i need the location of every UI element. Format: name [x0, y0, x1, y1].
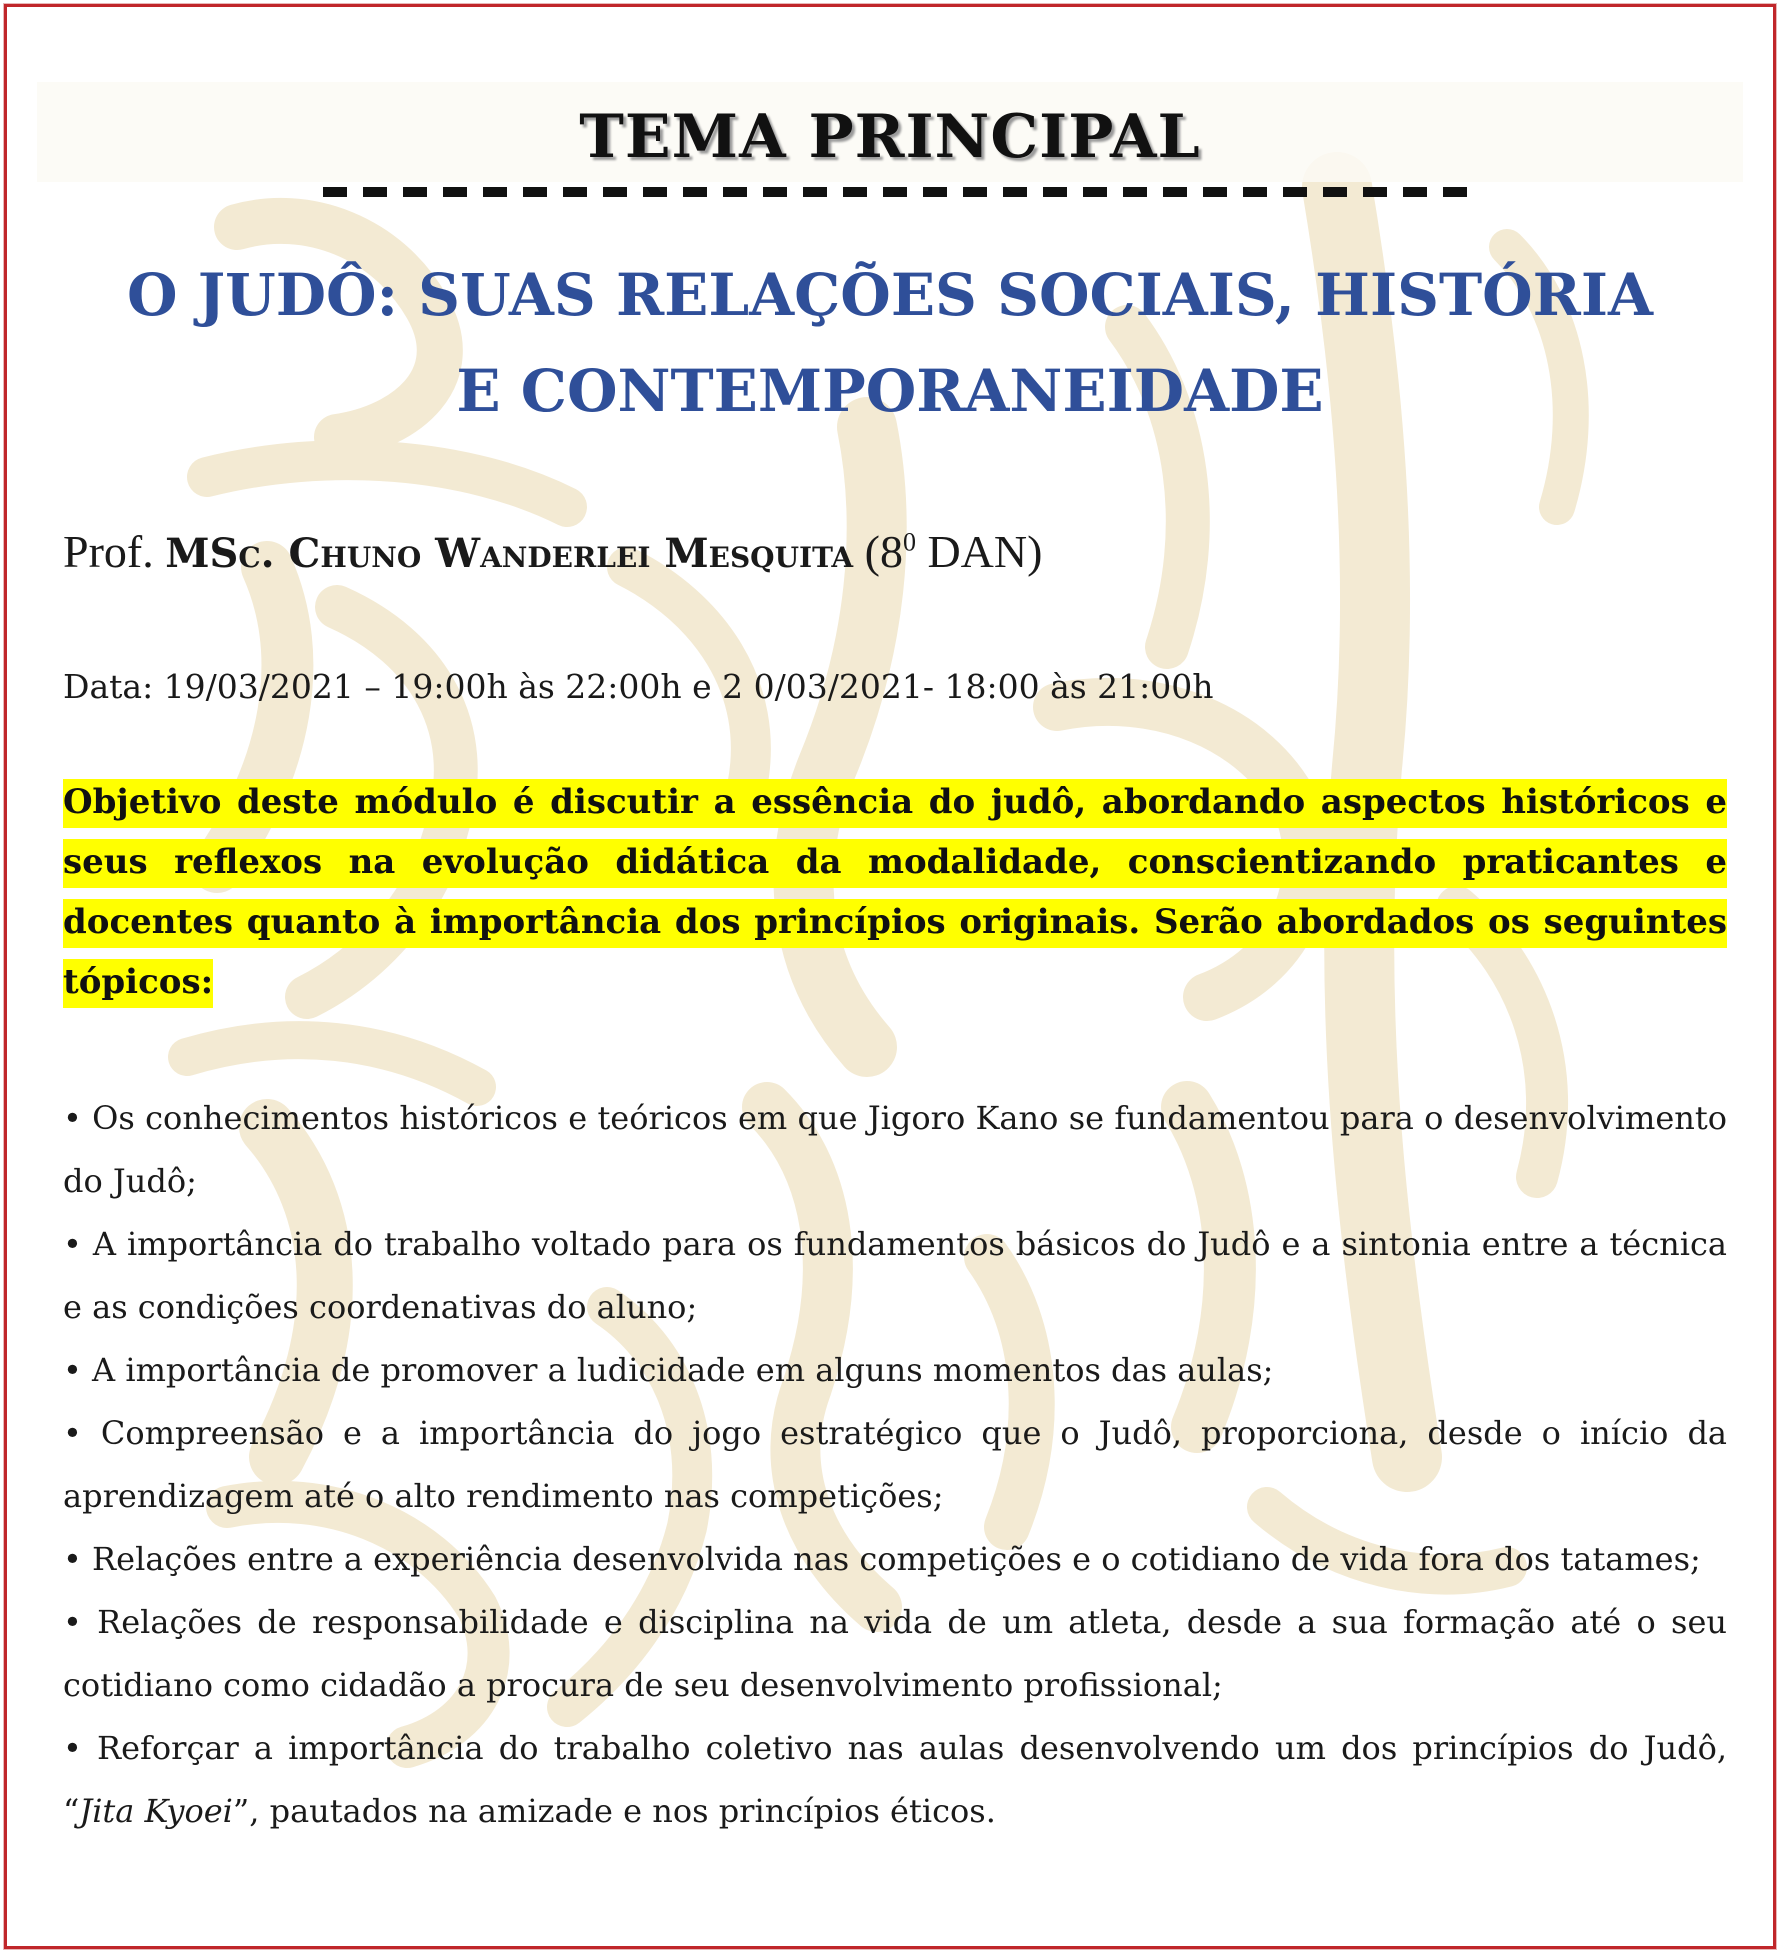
- event-date: Data: 19/03/2021 – 19:00h às 22:00h e 2 0/03/2021- 18:00 às 21:00h: [63, 667, 1214, 706]
- list-item: • A importância do trabalho voltado para os fundamentos básicos do Judô e a sintonia entre a técnica e as condições coordenativas do aluno;: [63, 1225, 1727, 1326]
- professor-rank-degree: 0: [902, 527, 916, 557]
- title-dashed-divider: [323, 187, 1483, 197]
- professor-rank-open: (8: [864, 526, 903, 577]
- jita-kyoei-term: Jita Kyoei: [79, 1792, 233, 1830]
- objective-highlighted-text: Objetivo deste módulo é discutir a essência do judô, abordando aspectos históricos e seus reflexos na evolução didática da modalidade, conscientizando praticantes e docentes quanto à importância dos princípios originais. Serão abordados os seguintes tópicos:: [63, 779, 1727, 1008]
- list-item: [63, 1717, 1727, 1843]
- topics-list: [63, 1087, 1727, 1843]
- professor-prefix: Prof.: [63, 526, 154, 577]
- professor-name: MSc. Chuno Wanderlei Mesquita: [165, 530, 854, 577]
- list-item: • Relações de responsabilidade e disciplina na vida de um atleta, desde a sua formação até o seu cotidiano como cidadão a procura de seu desenvolvimento profissional;: [63, 1603, 1727, 1704]
- page-title: TEMA PRINCIPAL: [579, 102, 1201, 172]
- professor-rank: [865, 526, 1043, 577]
- professor-rank-close: DAN): [915, 526, 1043, 577]
- course-subtitle: [67, 247, 1713, 439]
- list-item: • Compreensão e a importância do jogo estratégico que o Judô, proporciona, desde o início da aprendizagem até o alto rendimento nas competições;: [63, 1414, 1727, 1515]
- last-topic-start: • Reforçar a importância do trabalho coletivo nas aulas desenvolvendo um dos princípios do Judô, “: [63, 1729, 1727, 1830]
- subtitle-line-1: O JUDÔ: SUAS RELAÇÕES SOCIAIS, HISTÓRIA: [127, 261, 1653, 329]
- list-item: • A importância de promover a ludicidade em alguns momentos das aulas;: [63, 1351, 1274, 1389]
- page-frame: [4, 4, 1776, 1949]
- objective-paragraph: [63, 772, 1727, 1012]
- last-topic-end: ”, pautados na amizade e nos princípios éticos.: [232, 1792, 996, 1830]
- document-content: [7, 7, 1773, 1946]
- professor-line: [63, 525, 1042, 578]
- list-item: • Os conhecimentos históricos e teóricos em que Jigoro Kano se fundamentou para o desenvolvimento do Judô;: [63, 1099, 1727, 1200]
- list-item: • Relações entre a experiência desenvolvida nas competições e o cotidiano de vida fora dos tatames;: [63, 1540, 1701, 1578]
- subtitle-line-2: E CONTEMPORANEIDADE: [456, 357, 1324, 425]
